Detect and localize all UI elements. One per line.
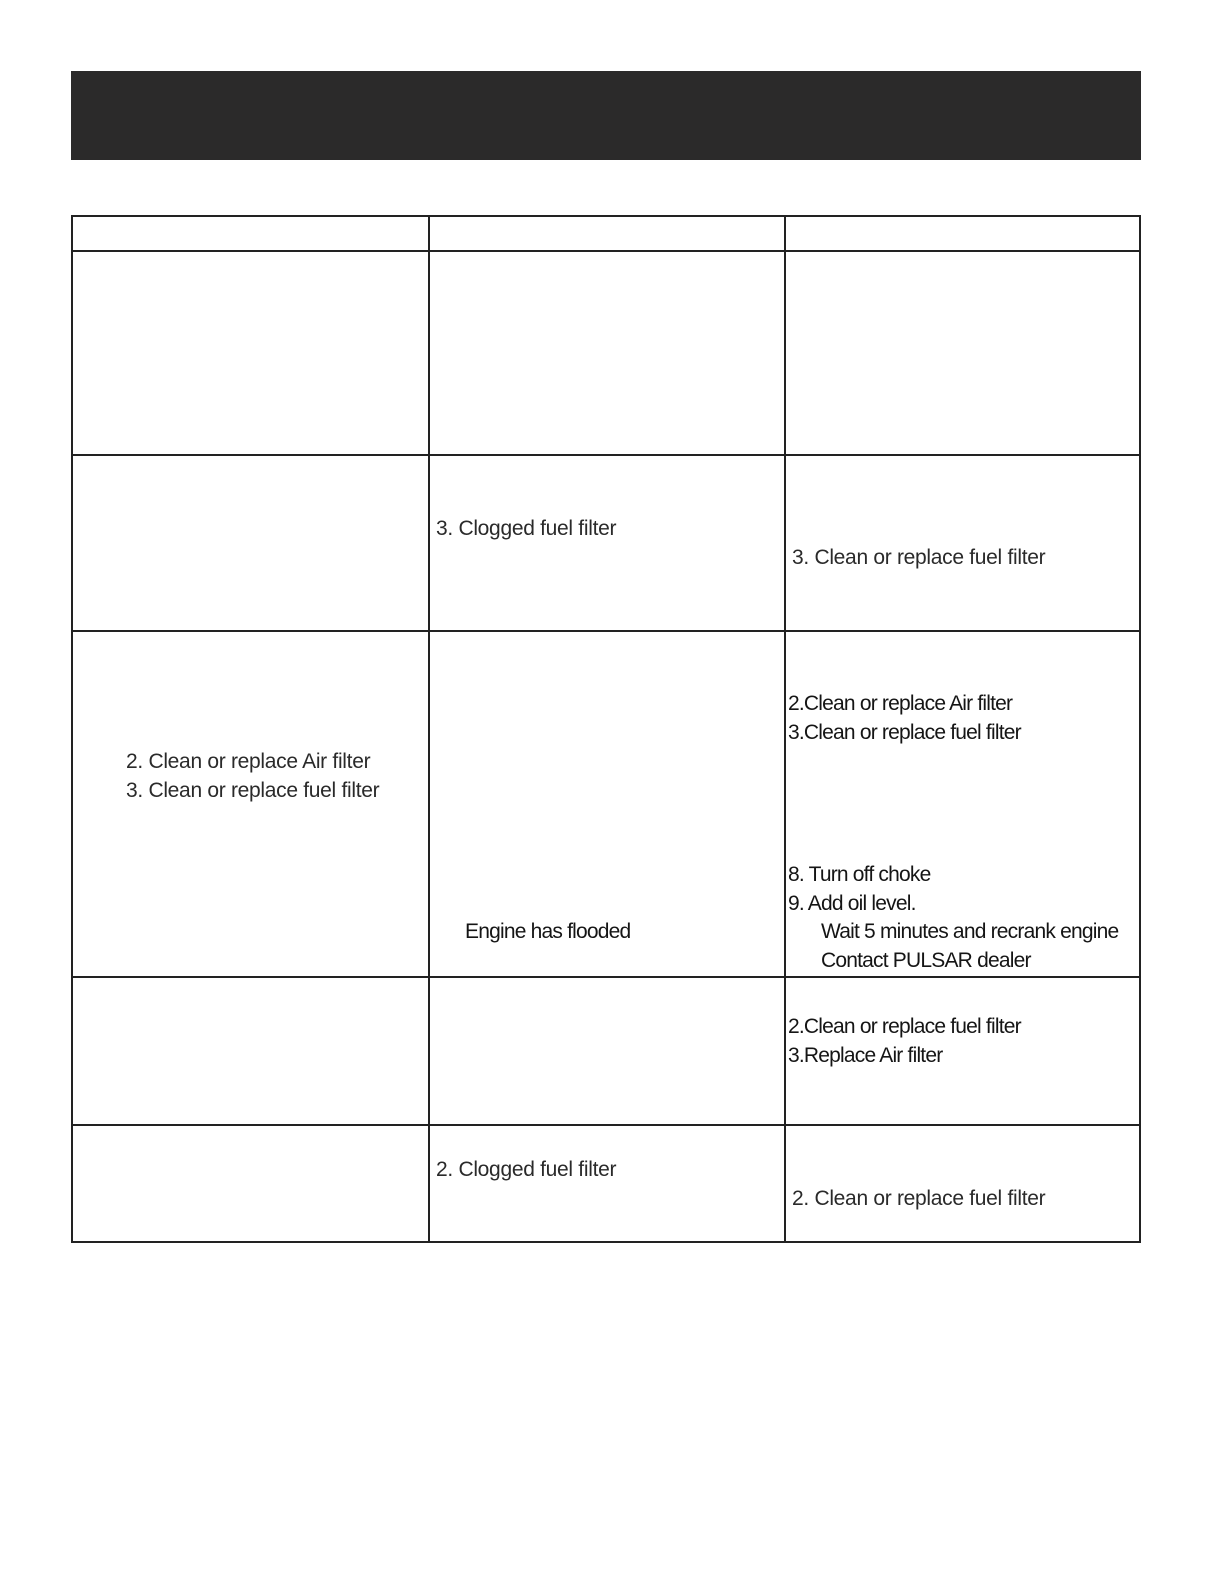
column-divider xyxy=(428,217,430,1241)
row3-solution-line: Contact PULSAR dealer xyxy=(821,949,1031,972)
row5-cause: 2. Clogged fuel filter xyxy=(436,1158,617,1181)
row-divider xyxy=(73,976,1139,978)
row-divider xyxy=(73,630,1139,632)
row-divider xyxy=(73,1124,1139,1126)
row3-solution-line: 9. Add oil level. xyxy=(788,892,916,915)
row3-solution-line: Wait 5 minutes and recrank engine xyxy=(821,920,1119,943)
row5-solution: 2. Clean or replace fuel filter xyxy=(792,1187,1046,1210)
row3-problem-line: 3. Clean or replace fuel filter xyxy=(126,779,380,802)
row3-solution-line: 3.Clean or replace fuel filter xyxy=(788,721,1021,744)
row2-cause: 3. Clogged fuel filter xyxy=(436,517,617,540)
row3-solution-line: 2.Clean or replace Air filter xyxy=(788,692,1013,715)
row-divider xyxy=(73,454,1139,456)
row3-cause: Engine has flooded xyxy=(465,920,631,943)
row2-solution: 3. Clean or replace fuel filter xyxy=(792,546,1046,569)
row3-solution-line: 8. Turn off choke xyxy=(788,863,931,886)
row4-solution-line: 2.Clean or replace fuel filter xyxy=(788,1015,1021,1038)
row4-solution-line: 3.Replace Air filter xyxy=(788,1044,943,1067)
row3-problem-line: 2. Clean or replace Air filter xyxy=(126,750,371,773)
column-divider xyxy=(784,217,786,1241)
header-bar xyxy=(71,71,1141,160)
row-divider xyxy=(73,250,1139,252)
